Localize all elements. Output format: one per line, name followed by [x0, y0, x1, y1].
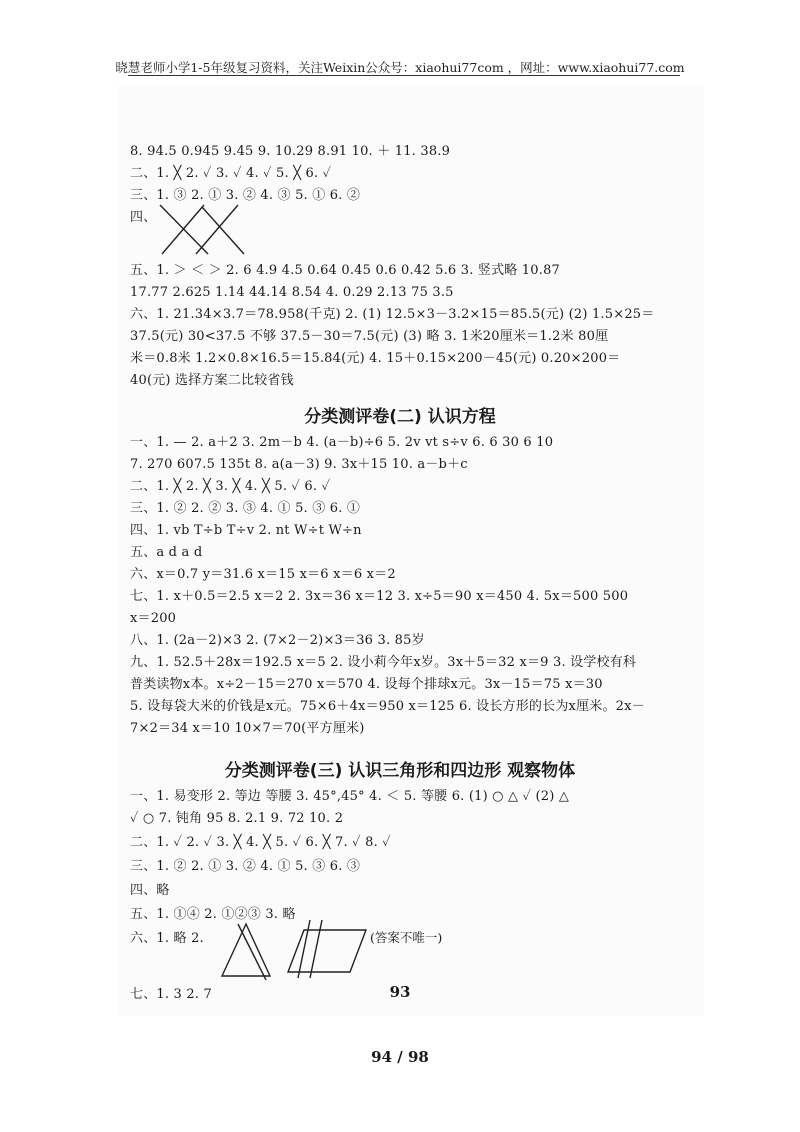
answer-line: 一、1. — 2. a＋2 3. 2m－b 4. (a－b)÷6 5. 2v vt s÷v 6. 6 30 6 10 [130, 435, 554, 450]
answer-line: 8. 94.5 0.945 9.45 9. 10.29 8.91 10. ＋ 11. 38.9 [130, 144, 451, 159]
answer-line: 五、1. ①④ 2. ①②③ 3. 略 [130, 907, 296, 922]
answer-line: 一、1. 易变形 2. 等边 等腰 3. 45°,45° 4. ＜ 5. 等腰 6. (1) ○ △ ✓ (2) △ [130, 789, 570, 804]
matching-lines-figure [158, 202, 248, 257]
answer-line: 六、1. 略 2. [130, 931, 204, 946]
page-number: 93 [389, 983, 411, 1001]
answer-line: 三、1. ② 2. ② 3. ③ 4. ① 5. ③ 6. ① [130, 501, 361, 516]
answer-line: 五、1. ＞ ＜ ＞ 2. 6 4.9 4.5 0.64 0.45 0.6 0.42 5.6 3. 竖式略 10.87 [130, 263, 561, 278]
answer-line: 二、1. ╳ 2. ✓ 3. ✓ 4. ✓ 5. ╳ 6. ✓ [130, 166, 332, 181]
shapes-figure [218, 918, 368, 980]
answer-line: 五、a d a d [130, 545, 203, 560]
answer-line: 米＝0.8米 1.2×0.8×16.5＝15.84(元) 4. 15＋0.15×200－45(元) 0.20×200＝ [130, 351, 621, 366]
answer-line: x＝200 [130, 611, 177, 626]
answer-line: 17.77 2.625 1.14 44.14 8.54 4. 0.29 2.13 75 3.5 [130, 285, 454, 300]
section-title: 分类测评卷(三) 认识三角形和四边形 观察物体 [224, 761, 576, 781]
answer-line: 四、1. vb T÷b T÷v 2. nt W÷t W÷n [130, 523, 362, 538]
answer-line: 四、略 [130, 883, 170, 898]
answer-line: 七、1. x＋0.5＝2.5 x＝2 2. 3x＝36 x＝12 3. x÷5＝90 x＝450 4. 5x＝500 500 [130, 589, 629, 604]
answer-line: ✓ ○ 7. 钝角 95 8. 2.1 9. 72 10. 2 [130, 811, 344, 826]
answer-line: 六、1. 21.34×3.7＝78.958(千克) 2. (1) 12.5×3－3.2×15＝85.5(元) (2) 1.5×25＝ [130, 307, 655, 322]
page-count: 94 / 98 [371, 1048, 429, 1066]
answer-line: 7. 270 607.5 135t 8. a(a－3) 9. 3x＋15 10. a－b＋c [130, 457, 468, 472]
page-header: 晓慧老师小学1-5年级复习资料，关注Weixin公众号：xiaohui77com ，网址：www.xiaohui77.com [115, 60, 685, 75]
answer-line: 八、1. (2a－2)×3 2. (7×2－2)×3＝36 3. 85岁 [130, 633, 425, 648]
answer-line: 九、1. 52.5＋28x＝192.5 x＝5 2. 设小莉今年x岁。3x＋5＝32 x＝9 3. 设学校有科 [130, 655, 637, 670]
answer-line: 40(元) 选择方案二比较省钱 [130, 373, 294, 388]
answer-note: (答案不唯一) [370, 930, 443, 945]
answer-line: 7×2＝34 x＝10 10×7＝70(平方厘米) [130, 721, 365, 736]
answer-line: 三、1. ③ 2. ① 3. ② 4. ③ 5. ① 6. ② [130, 188, 361, 203]
answer-line: 三、1. ② 2. ① 3. ② 4. ① 5. ③ 6. ③ [130, 859, 361, 874]
answer-line: 二、1. ✓ 2. ✓ 3. ╳ 4. ╳ 5. ✓ 6. ╳ 7. ✓ 8. ✓ [130, 835, 391, 850]
answer-line: 37.5(元) 30<37.5 不够 37.5－30＝7.5(元) (3) 略 3. 1米20厘米＝1.2米 80厘 [130, 329, 609, 344]
answer-line: 5. 设每袋大米的价钱是x元。75×6＋4x＝950 x＝125 6. 设长方形的长为x厘米。2x－ [130, 699, 645, 714]
answer-line: 二、1. ╳ 2. ╳ 3. ╳ 4. ╳ 5. ✓ 6. ✓ [130, 479, 331, 494]
answer-line: 七、1. 3 2. 7 [130, 987, 212, 1002]
answer-line: 四、 [130, 210, 157, 225]
answer-line: 普类读物x本。x÷2－15＝270 x＝570 4. 设每个排球x元。3x－15＝75 x＝30 [130, 677, 603, 692]
section-title: 分类测评卷(二) 认识方程 [304, 407, 496, 427]
header-rule [128, 75, 680, 76]
answer-line: 六、x＝0.7 y＝31.6 x＝15 x＝6 x＝6 x＝2 [130, 567, 396, 582]
